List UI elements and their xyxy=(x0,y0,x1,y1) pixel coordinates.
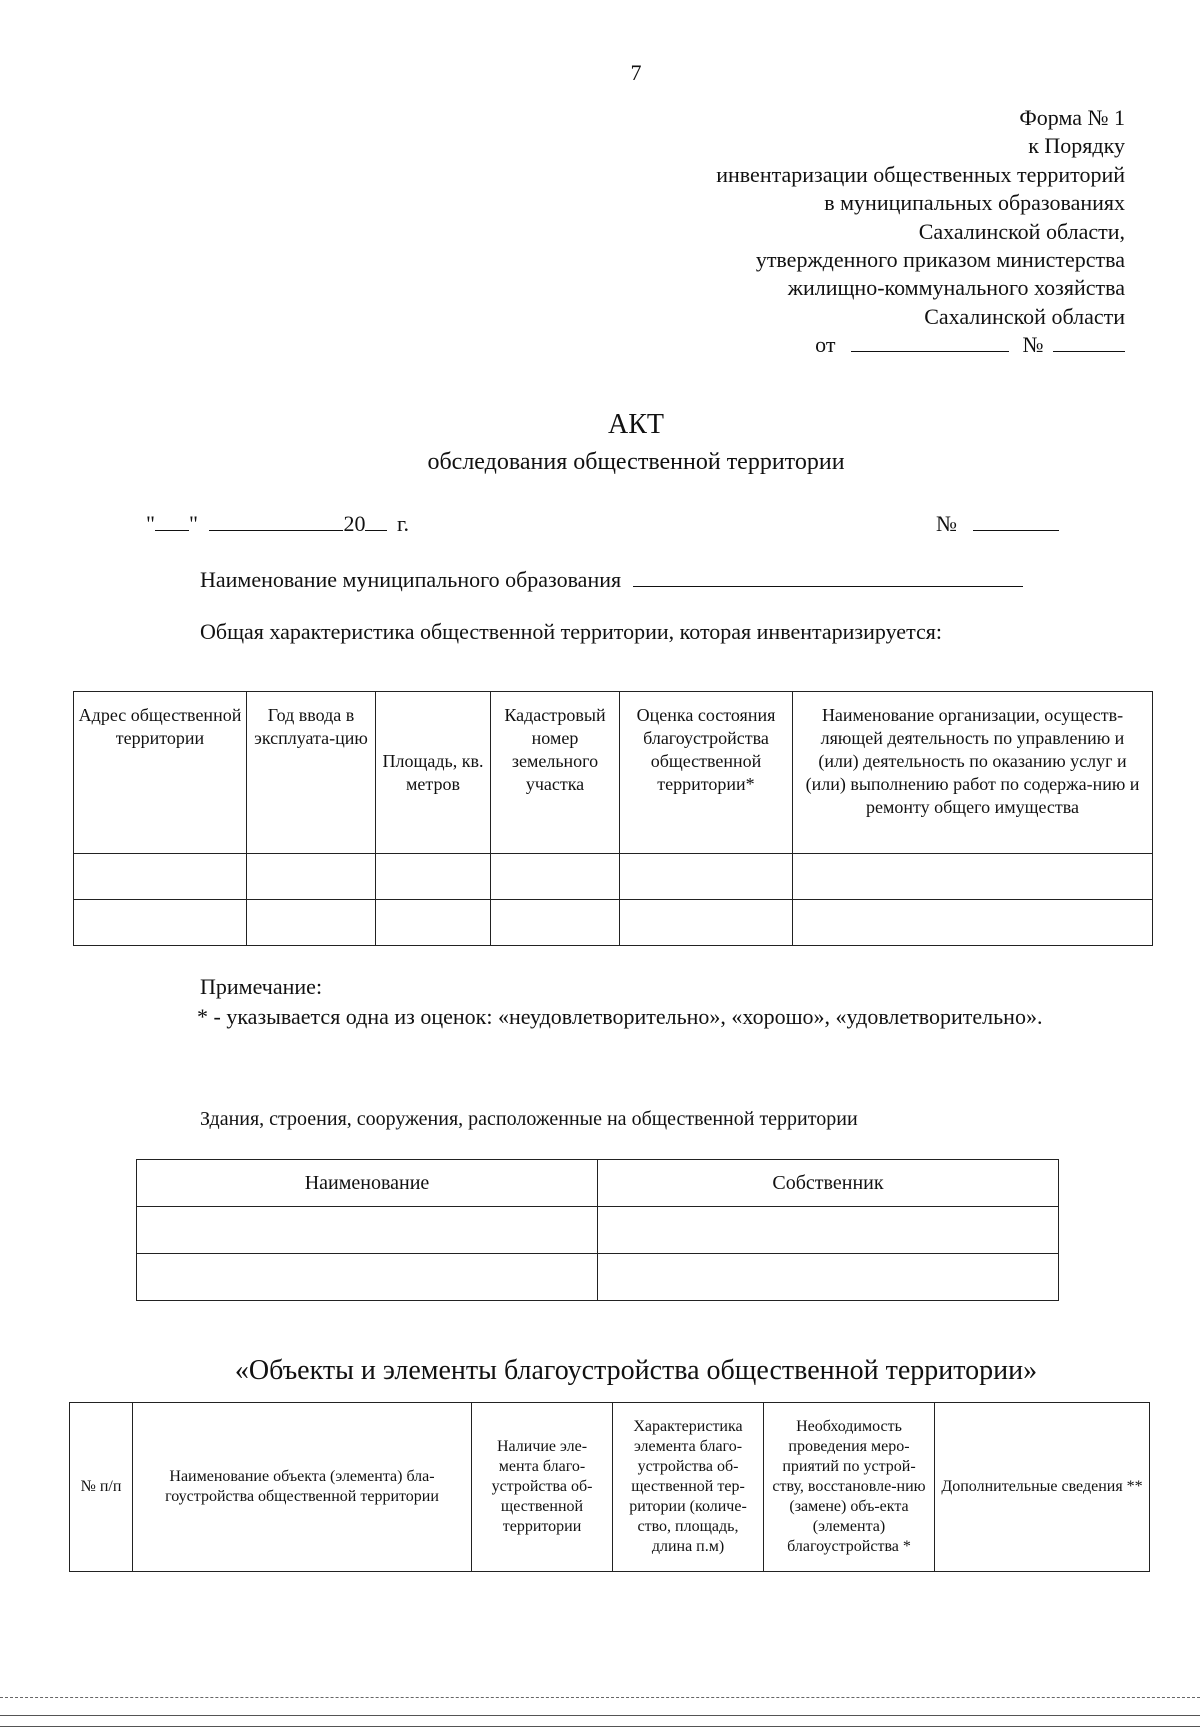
note-title: Примечание: xyxy=(200,974,323,999)
objects-table xyxy=(69,1402,1150,1572)
table-cell[interactable] xyxy=(137,1254,598,1301)
scan-artifact-line xyxy=(0,1726,1200,1727)
table-cell[interactable] xyxy=(620,854,793,900)
table-cell[interactable] xyxy=(74,854,247,900)
page-number: 7 xyxy=(630,60,642,85)
act-date-line xyxy=(146,510,409,537)
table-header-cell: Адрес общественной территории xyxy=(74,692,247,854)
table-header-cell: Дополнительные сведения ** xyxy=(935,1403,1150,1572)
objects-title: «Объекты и элементы благоустройства общественной территории» xyxy=(234,1355,1038,1386)
order-number-label: № xyxy=(1022,332,1044,358)
table-header-cell: Оценка состояния благоустройства общественной территории* xyxy=(620,692,793,854)
act-subtitle: обследования общественной территории xyxy=(427,449,845,475)
form-header-line: Сахалинской области xyxy=(924,303,1125,329)
form-header-line: жилищно-коммунального хозяйства xyxy=(787,275,1125,301)
table-header-cell: Наименование объекта (элемента) бла-гоустройства общественной территории xyxy=(133,1403,472,1572)
form-header-line: в муниципальных образованиях xyxy=(824,190,1125,216)
table-cell[interactable] xyxy=(247,900,376,946)
date-close-quote: " xyxy=(188,511,198,536)
act-number-blank[interactable] xyxy=(973,510,1059,531)
month-blank[interactable] xyxy=(209,510,343,531)
day-blank[interactable] xyxy=(155,510,189,531)
table-cell[interactable] xyxy=(376,854,491,900)
act-title: АКТ xyxy=(608,409,664,440)
table-cell[interactable] xyxy=(620,900,793,946)
note-body xyxy=(145,1003,1123,1031)
order-number-blank[interactable] xyxy=(1053,331,1125,352)
table-cell[interactable] xyxy=(137,1207,598,1254)
table-header-row xyxy=(70,1403,1150,1572)
table-row xyxy=(74,854,1153,900)
table-header-cell: № п/п xyxy=(70,1403,133,1572)
table-header-cell: Наименование xyxy=(137,1160,598,1207)
table-cell[interactable] xyxy=(793,900,1153,946)
table-cell[interactable] xyxy=(793,854,1153,900)
scan-artifact-line xyxy=(0,1697,1200,1698)
table-row xyxy=(137,1254,1059,1301)
table-cell[interactable] xyxy=(376,900,491,946)
order-date-number-line xyxy=(716,331,1125,359)
table-row xyxy=(137,1207,1059,1254)
form-header-line: Форма № 1 xyxy=(1019,105,1125,130)
year-blank[interactable] xyxy=(365,510,387,531)
table-header-cell: Кадастровый номер земельного участка xyxy=(491,692,620,854)
year-prefix: 20 xyxy=(343,511,366,536)
table-cell[interactable] xyxy=(491,900,620,946)
form-header-line: инвентаризации общественных территорий xyxy=(716,161,1125,187)
table-cell[interactable] xyxy=(598,1207,1059,1254)
order-date-blank[interactable] xyxy=(851,331,1009,352)
act-number-label: № xyxy=(936,511,957,536)
form-header-line: Сахалинской области, xyxy=(918,218,1125,244)
table-header-cell: Необходимость проведения меро-приятий по устрой-ству, восстановле-нию (замене) объ-екта (элемента) благоустройства * xyxy=(764,1403,935,1572)
table-header-cell: Характеристика элемента благо-устройства об-щественной тер-ритории (количе-ство, площадь, длина п.м) xyxy=(613,1403,764,1572)
general-characteristics-label: Общая характеристика общественной территории, которая инвентаризируется: xyxy=(200,619,942,644)
form-header xyxy=(716,104,1125,360)
table-header-cell: Площадь, кв. метров xyxy=(376,692,491,854)
act-number-line xyxy=(936,510,1059,537)
year-suffix: г. xyxy=(396,511,410,536)
territory-table xyxy=(73,691,1153,946)
table-cell[interactable] xyxy=(491,854,620,900)
form-header-line: к Порядку xyxy=(1028,133,1125,159)
municipality-field xyxy=(200,566,1023,593)
from-label: от xyxy=(815,332,836,358)
buildings-table xyxy=(136,1159,1059,1301)
date-open-quote: " xyxy=(146,511,155,536)
municipality-blank[interactable] xyxy=(633,566,1023,587)
table-cell[interactable] xyxy=(598,1254,1059,1301)
table-header-cell: Год ввода в эксплуата-цию xyxy=(247,692,376,854)
table-header-row xyxy=(74,692,1153,854)
table-header-row xyxy=(137,1160,1059,1207)
table-cell[interactable] xyxy=(74,900,247,946)
table-row xyxy=(74,900,1153,946)
form-header-line: утвержденного приказом министерства xyxy=(755,247,1125,273)
table-header-cell: Наименование организации, осуществ-ляющей деятельность по управлению и (или) деятельность по оказанию услуг и (или) выполнению работ по содержа-нию и ремонту общего имущества xyxy=(793,692,1153,854)
table-header-cell: Собственник xyxy=(598,1160,1059,1207)
table-header-cell: Наличие эле-мента благо-устройства об-щественной территории xyxy=(472,1403,613,1572)
table-cell[interactable] xyxy=(247,854,376,900)
buildings-title: Здания, строения, сооружения, расположенные на общественной территории xyxy=(200,1108,858,1130)
municipality-label: Наименование муниципального образования xyxy=(200,567,622,592)
scan-artifact-line xyxy=(0,1715,1200,1716)
note-text: * - указывается одна из оценок: «неудовлетворительно», «хорошо», «удовлетворительно». xyxy=(197,1004,1043,1029)
